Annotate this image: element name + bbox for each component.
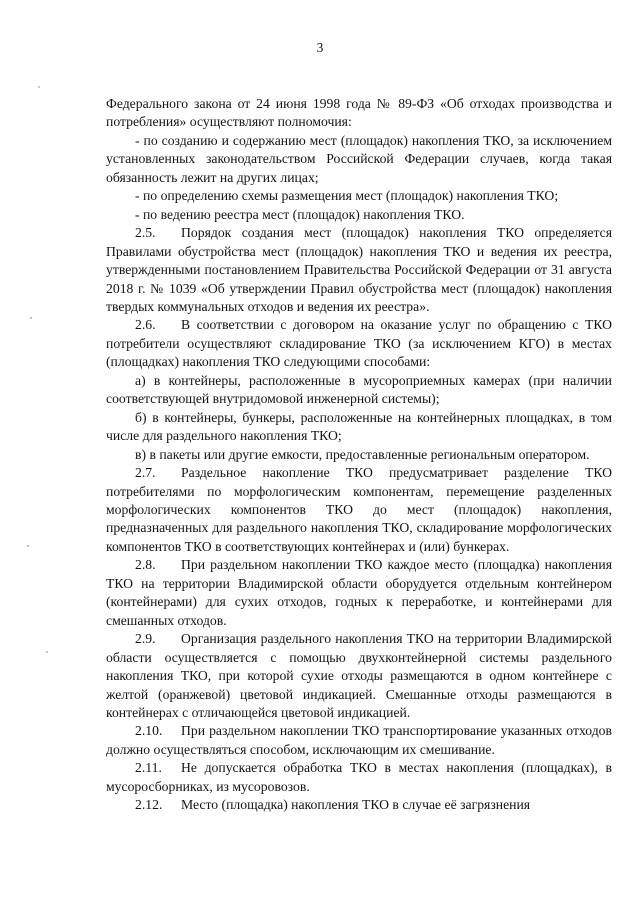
clause-text: Раздельное накопление ТКО предусматривает разделение ТКО потребителями по морфологическим компонентам, перемещение разделенных морфологических компонентов ТКО до мест (площадок) накопления, предназначенных для раздельного накопления ТКО, складирование морфологических компонентов ТКО в соответствующих контейнерах и (или) бункерах.	[106, 465, 612, 554]
clause-number: 2.5.	[135, 225, 156, 241]
clause-number: 2.6.	[135, 317, 156, 333]
clause-2-6	[106, 316, 612, 371]
clause-2-11	[106, 759, 612, 796]
clause-number: 2.9.	[135, 631, 156, 647]
clause-number: 2.11.	[135, 760, 162, 776]
list-item	[106, 409, 612, 446]
document-body	[106, 95, 612, 815]
list-item	[106, 372, 612, 409]
clause-2-9	[106, 630, 612, 722]
clause-text: Организация раздельного накопления ТКО на территории Владимирской области осуществляется с помощью двухконтейнерной системы раздельного накопления ТКО, при которой сухие отходы размещаются в одном контейнере с желтой (оранжевой) цветовой индикацией. Смешанные отходы размещаются в контейнерах с отличающейся цветовой индикацией.	[106, 631, 612, 720]
page-number: 3	[316, 40, 324, 55]
clause-text: При раздельном накоплении ТКО транспортирование указанных отходов должно осуществляться способом, исключающим их смешивание.	[106, 723, 612, 757]
clause-2-8	[106, 556, 612, 630]
clause-number: 2.8.	[135, 557, 156, 573]
clause-text: Место (площадка) накопления ТКО в случае её загрязнения	[181, 797, 531, 813]
scan-speck	[38, 86, 40, 88]
clause-number: 2.10.	[135, 723, 163, 739]
list-item-text: а) в контейнеры, расположенные в мусороприемных камерах (при наличии соответствующей внутридомовой инженерной системы);	[106, 372, 612, 407]
scan-speck	[27, 545, 29, 547]
clause-2-10	[106, 722, 612, 759]
clause-text: В соответствии с договором на оказание услуг по обращению с ТКО потребители осуществляют складирование ТКО (за исключением КГО) в местах (площадках) накопления ТКО следующими способами:	[106, 317, 612, 370]
clause-number: 2.12.	[135, 797, 163, 813]
list-item	[106, 206, 612, 224]
clause-2-12	[106, 796, 612, 814]
clause-2-5	[106, 224, 612, 316]
list-item	[106, 446, 612, 464]
list-item-text: б) в контейнеры, бункеры, расположенные на контейнерных площадках, в том числе для раздельного накопления ТКО;	[106, 409, 612, 444]
list-item	[106, 132, 612, 187]
list-item	[106, 187, 612, 205]
clause-number: 2.7.	[135, 465, 156, 481]
scan-speck	[30, 317, 32, 319]
list-item-text: - по определению схемы размещения мест (площадок) накопления ТКО;	[135, 188, 559, 204]
list-item-text: в) в пакеты или другие емкости, предоставленные региональным оператором.	[135, 446, 590, 462]
clause-2-7	[106, 464, 612, 556]
clause-text: Порядок создания мест (площадок) накопления ТКО определяется Правилами обустройства мест (площадок) накопления ТКО и ведения их реестра, утвержденными постановлением Правительства Российской Федерации от 31 августа 2018 г. № 1039 «Об утверждении Правил обустройства мест (площадок) накопления твердых коммунальных отходов и ведения их реестра».	[106, 225, 612, 314]
clause-text: Не допускается обработка ТКО в местах накопления (площадках), в мусоросборниках, из мусоровозов.	[106, 760, 612, 794]
clause-text: При раздельном накоплении ТКО каждое место (площадка) накопления ТКО на территории Владимирской области оборудуется отдельным контейнером (контейнерами) для сухих отходов, годных к переработке, и контейнерами для смешанных отходов.	[106, 557, 612, 628]
list-item-text: - по ведению реестра мест (площадок) накопления ТКО.	[135, 206, 465, 222]
paragraph-text: Федерального закона от 24 июня 1998 года № 89-ФЗ «Об отходах производства и потребления» осуществляют полномочия:	[106, 96, 612, 130]
paragraph-continuation	[106, 95, 612, 132]
scan-speck	[46, 651, 48, 653]
list-item-text: - по созданию и содержанию мест (площадок) накопления ТКО, за исключением установленных законодательством Российской Федерации случаев, когда такая обязанность лежит на других лицах;	[106, 132, 612, 185]
